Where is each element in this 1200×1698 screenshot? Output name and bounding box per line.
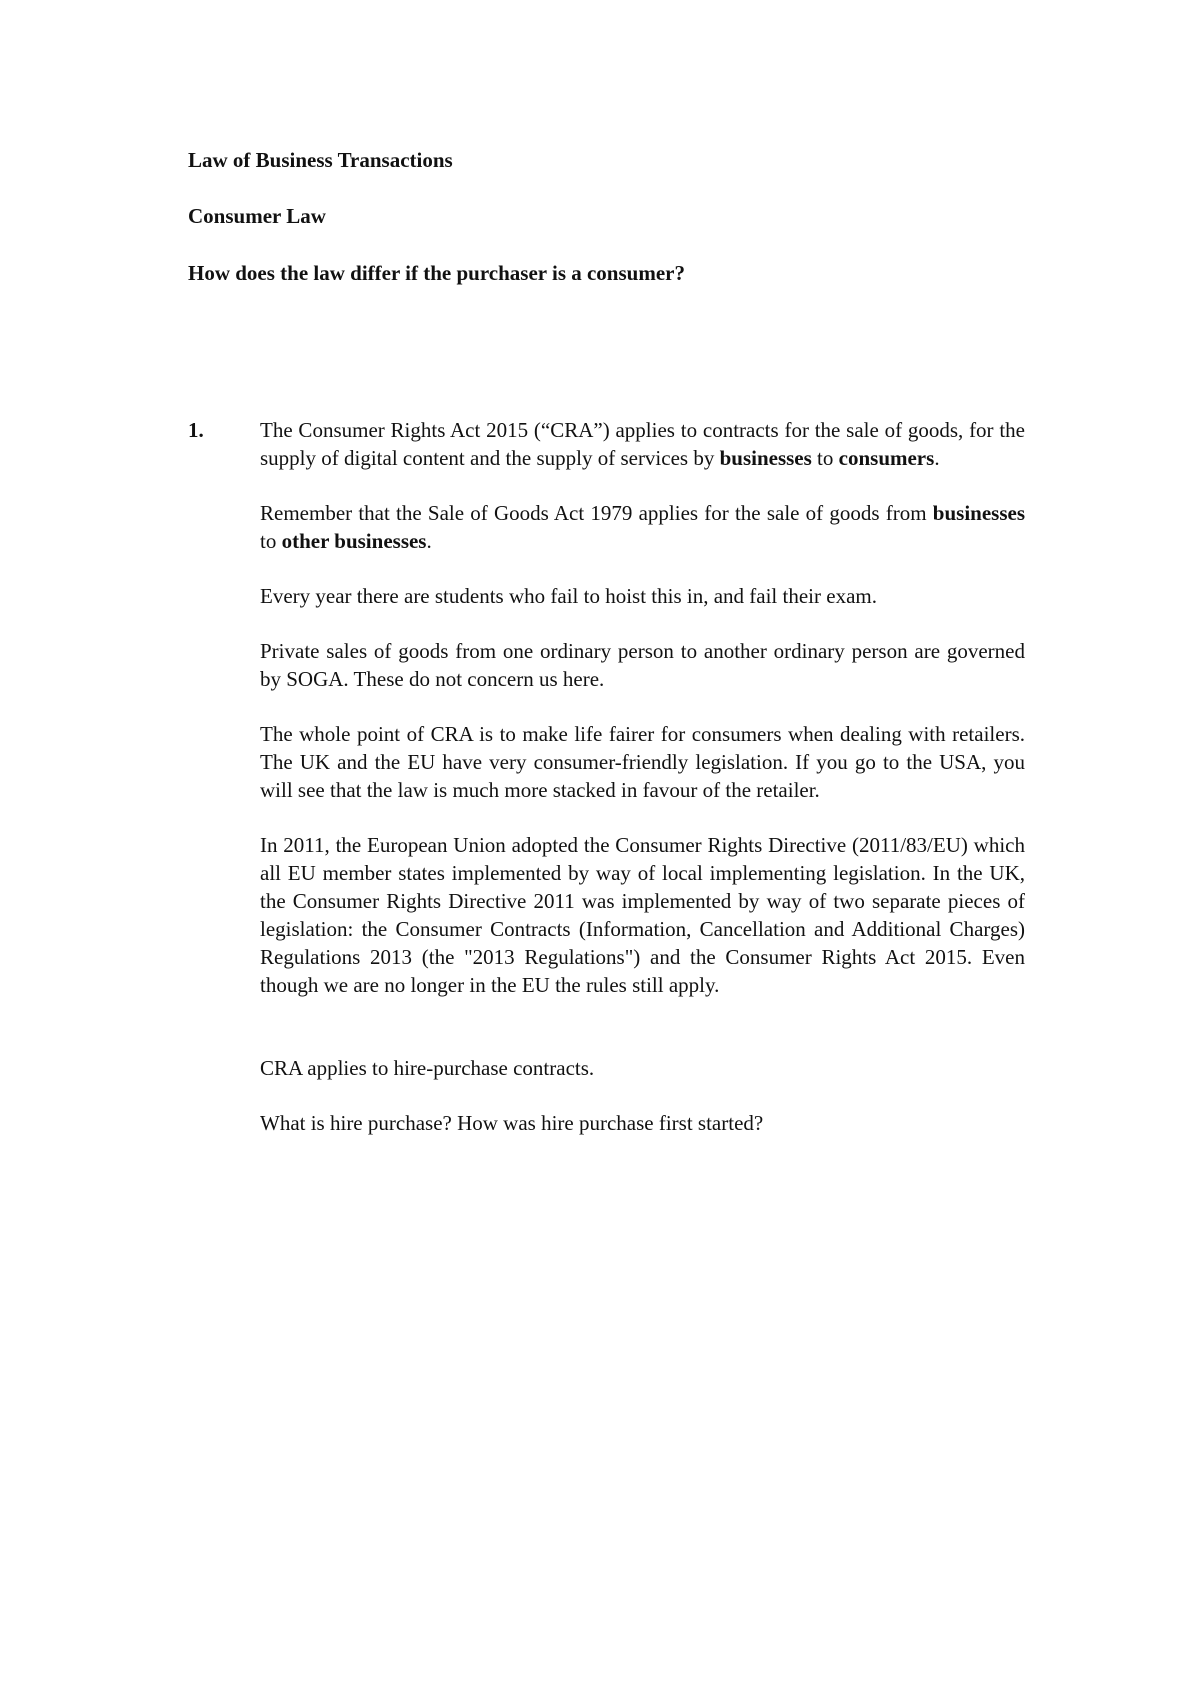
paragraph-text: Remember that the Sale of Goods Act 1979 applies for the sale of goods from <box>260 501 933 525</box>
item-body <box>260 416 1025 1164</box>
item-number: 1. <box>188 418 204 442</box>
document-title: Law of Business Transactions <box>188 148 453 172</box>
bold-term: other businesses <box>281 529 427 553</box>
paragraph-cra-scope <box>260 416 1025 472</box>
paragraph-private-sales: Private sales of goods from one ordinary person to another ordinary person are governed by SOGA. These do not concern us here. <box>260 639 1025 691</box>
bold-term: businesses <box>719 446 812 470</box>
paragraph-hire-purchase: CRA applies to hire-purchase contracts. <box>260 1056 595 1080</box>
paragraph-cra-purpose: The whole point of CRA is to make life fairer for consumers when dealing with retailers. The UK and the EU have very consumer-friendly legislation. If you go to the USA, you will see that the law is much more stacked in favour of the retailer. <box>260 722 1025 802</box>
bold-term: businesses <box>932 501 1025 525</box>
document-subtitle: Consumer Law <box>188 204 326 228</box>
paragraph-soga-scope <box>260 499 1025 555</box>
paragraph-text: to <box>811 446 839 470</box>
paragraph-text: to <box>260 529 282 553</box>
paragraph-eu-directive: In 2011, the European Union adopted the Consumer Rights Directive (2011/83/EU) which all EU member states implemented by way of local implementing legislation. In the UK, the Consumer Rights Directive 2011 was implemented by way of two separate pieces of legislation: the Consumer Contracts (Information, Cancellation and Additional Charges) Regulations 2013 (the "2013 Regulations") and the Consumer Rights Act 2015. Even though we are no longer in the EU the rules still apply. <box>260 833 1025 997</box>
bold-term: consumers <box>838 446 935 470</box>
document-question: How does the law differ if the purchaser is a consumer? <box>188 261 685 285</box>
paragraph-hire-purchase-question: What is hire purchase? How was hire purchase first started? <box>260 1111 764 1135</box>
paragraph-text: . <box>934 446 940 470</box>
paragraph-text: . <box>426 529 432 553</box>
paragraph-text: The Consumer Rights Act 2015 (“CRA”) applies to contracts for the sale of goods, for the supply of digital content and the supply of services by <box>260 418 1025 470</box>
paragraph-exam-warning: Every year there are students who fail to hoist this in, and fail their exam. <box>260 584 877 608</box>
